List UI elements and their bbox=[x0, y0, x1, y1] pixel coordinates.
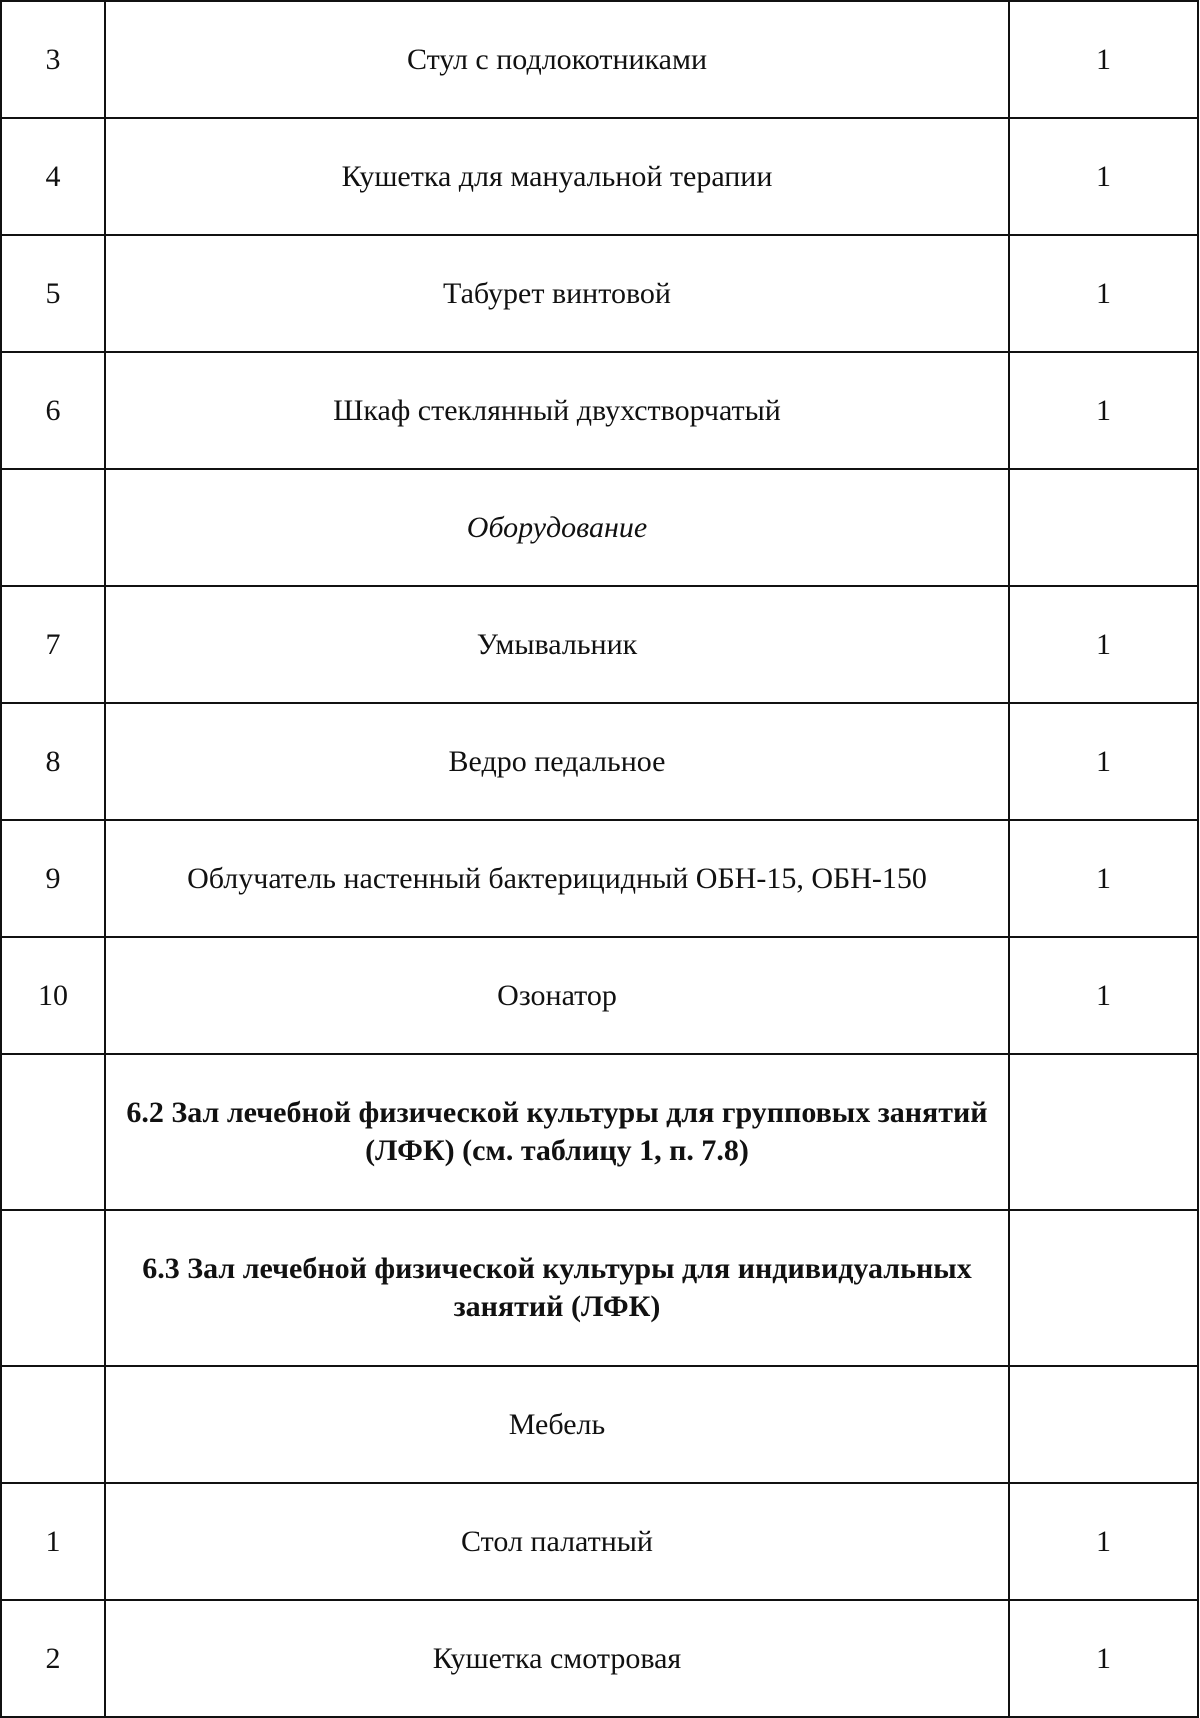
quantity-cell: 1 bbox=[1009, 586, 1198, 703]
quantity-cell bbox=[1009, 1054, 1198, 1210]
quantity-cell: 1 bbox=[1009, 1483, 1198, 1600]
quantity-cell bbox=[1009, 1210, 1198, 1366]
section-row bbox=[1, 1210, 1198, 1366]
row-number-cell: 1 bbox=[1, 1483, 105, 1600]
category-heading-cell: Мебель bbox=[105, 1366, 1009, 1483]
table-row bbox=[1, 235, 1198, 352]
row-number-cell: 10 bbox=[1, 937, 105, 1054]
category-row bbox=[1, 469, 1198, 586]
table-row bbox=[1, 820, 1198, 937]
table-row bbox=[1, 1483, 1198, 1600]
item-name-cell: Ведро педальное bbox=[105, 703, 1009, 820]
row-number-cell: 9 bbox=[1, 820, 105, 937]
table-row bbox=[1, 586, 1198, 703]
section-row bbox=[1, 1054, 1198, 1210]
quantity-cell bbox=[1009, 1366, 1198, 1483]
quantity-cell: 1 bbox=[1009, 937, 1198, 1054]
category-row bbox=[1, 1366, 1198, 1483]
row-number-cell bbox=[1, 469, 105, 586]
quantity-cell: 1 bbox=[1009, 235, 1198, 352]
item-name-cell: Кушетка смотровая bbox=[105, 1600, 1009, 1717]
item-name-cell: Стол палатный bbox=[105, 1483, 1009, 1600]
row-number-cell bbox=[1, 1366, 105, 1483]
section-heading-cell bbox=[105, 1210, 1009, 1366]
quantity-cell: 1 bbox=[1009, 1600, 1198, 1717]
category-heading-cell: Оборудование bbox=[105, 469, 1009, 586]
section-heading-text: 6.3 Зал лечебной физической культуры для индивидуальных занятий (ЛФК) bbox=[142, 1252, 972, 1323]
item-name-cell: Кушетка для мануальной терапии bbox=[105, 118, 1009, 235]
row-number-cell: 4 bbox=[1, 118, 105, 235]
row-number-cell: 7 bbox=[1, 586, 105, 703]
row-number-cell: 5 bbox=[1, 235, 105, 352]
row-number-cell: 3 bbox=[1, 1, 105, 118]
item-name-cell: Умывальник bbox=[105, 586, 1009, 703]
item-name-cell: Стул с подлокотниками bbox=[105, 1, 1009, 118]
table-row bbox=[1, 1600, 1198, 1717]
item-name-cell: Табурет винтовой bbox=[105, 235, 1009, 352]
table-row bbox=[1, 118, 1198, 235]
row-number-cell: 2 bbox=[1, 1600, 105, 1717]
quantity-cell: 1 bbox=[1009, 352, 1198, 469]
row-number-cell bbox=[1, 1054, 105, 1210]
quantity-cell: 1 bbox=[1009, 703, 1198, 820]
quantity-cell: 1 bbox=[1009, 118, 1198, 235]
row-number-cell: 8 bbox=[1, 703, 105, 820]
item-name-cell: Шкаф стеклянный двухстворчатый bbox=[105, 352, 1009, 469]
table-row bbox=[1, 352, 1198, 469]
quantity-cell bbox=[1009, 469, 1198, 586]
section-heading-cell bbox=[105, 1054, 1009, 1210]
item-name-cell: Озонатор bbox=[105, 937, 1009, 1054]
quantity-cell: 1 bbox=[1009, 1, 1198, 118]
table-row bbox=[1, 937, 1198, 1054]
section-heading-text: 6.2 Зал лечебной физической культуры для групповых занятий (ЛФК) (см. таблицу 1, п. 7.8) bbox=[126, 1096, 988, 1167]
row-number-cell: 6 bbox=[1, 352, 105, 469]
quantity-cell: 1 bbox=[1009, 820, 1198, 937]
row-number-cell bbox=[1, 1210, 105, 1366]
item-name-cell: Облучатель настенный бактерицидный ОБН-15, ОБН-150 bbox=[105, 820, 1009, 937]
table-row bbox=[1, 1, 1198, 118]
table-row bbox=[1, 703, 1198, 820]
